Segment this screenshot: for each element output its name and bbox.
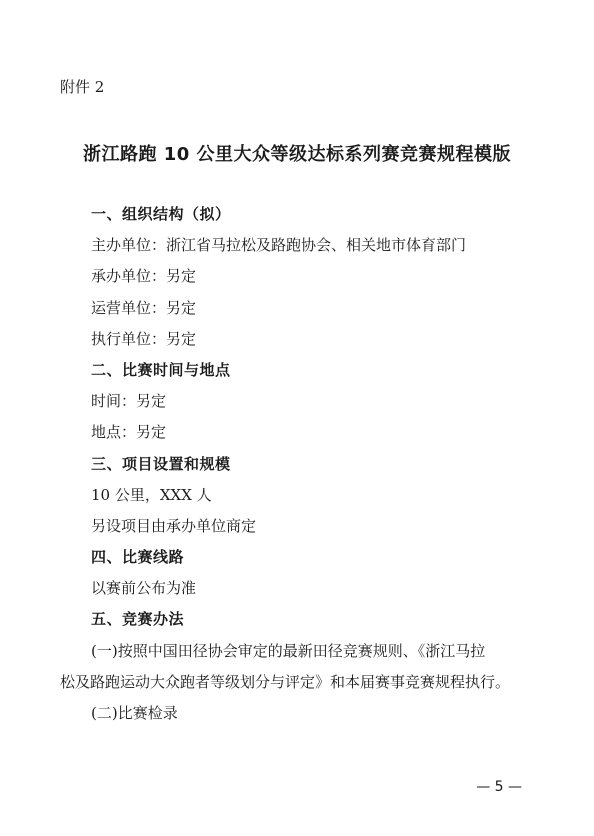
page-number: — 5 — [476, 779, 522, 795]
place-line: 地点：另定 [91, 423, 167, 441]
rule-paragraph-line-1: (一)按照中国田径协会审定的最新田径竞赛规则、《浙江马拉 [91, 642, 486, 660]
section-heading-competition: 五、竞赛办法 [91, 610, 185, 628]
section-heading-time-place: 二、比赛时间与地点 [91, 361, 231, 379]
section-heading-organization: 一、组织结构（拟） [91, 205, 231, 223]
checkin-line: (二)比赛检录 [91, 704, 178, 722]
time-line: 时间：另定 [91, 392, 167, 410]
executor-line: 执行单位：另定 [91, 330, 197, 348]
section-heading-events: 三、项目设置和规模 [91, 455, 231, 473]
attachment-label: 附件 2 [60, 78, 105, 96]
rule-paragraph-line-2: 松及路跑运动大众跑者等级划分与评定》和本届赛事竞赛规程执行。 [60, 673, 511, 691]
co-organizer-line: 承办单位：另定 [91, 267, 197, 285]
section-heading-route: 四、比赛线路 [91, 548, 185, 566]
event-line: 10 公里，XXX 人 [91, 486, 212, 504]
route-line: 以赛前公布为准 [91, 579, 197, 597]
operator-line: 运营单位：另定 [91, 299, 197, 317]
organizer-line: 主办单位：浙江省马拉松及路跑协会、相关地市体育部门 [91, 236, 467, 254]
extra-events-line: 另设项目由承办单位商定 [91, 517, 257, 535]
document-title: 浙江路跑 10 公里大众等级达标系列赛竞赛规程模版 [82, 144, 512, 165]
